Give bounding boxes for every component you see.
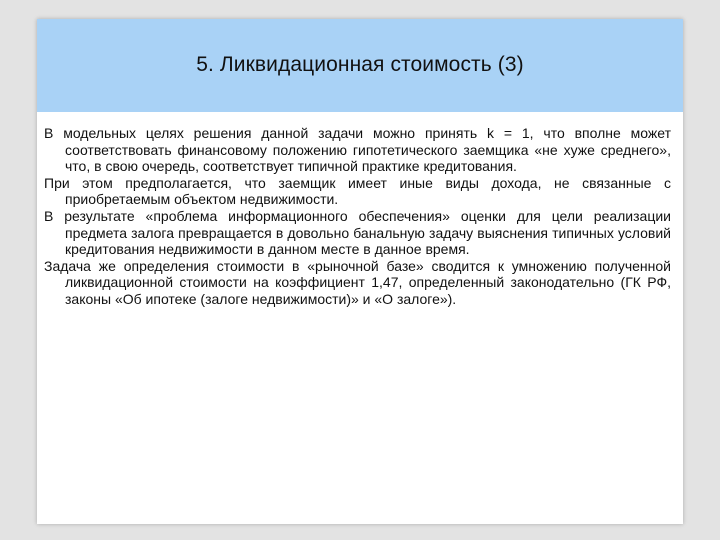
slide-title: 5. Ликвидационная стоимость (3) xyxy=(196,52,524,76)
paragraph-model-assumption: В модельных целях решения данной задачи можно принять k = 1, что вполне может соответствовать финансовому положению гипотетического заемщика «не хуже среднего», что, в свою очередь, соответствует типичной практике кредитования. xyxy=(44,125,671,175)
title-banner xyxy=(37,19,683,112)
presentation-slide xyxy=(37,19,683,524)
paragraph-information-problem: В результате «проблема информационного обеспечения» оценки для цели реализации предмета залога превращается в довольно банальную задачу выяснения типичных условий кредитования недвижимости в данном месте в данное время. xyxy=(44,207,671,258)
paragraph-market-value-coefficient: Задача же определения стоимости в «рыночной базе» сводится к умножению полученной ликвидационной стоимости на коэффициент 1,47, определенный законодательно (ГК РФ, законы «Об ипотеке (залоге недвижимости)» и «О залоге»). xyxy=(44,257,671,307)
slide-body xyxy=(44,125,671,308)
paragraph-other-income: При этом предполагается, что заемщик имеет иные виды дохода, не связанные с приобретаемым объектом недвижимости. xyxy=(44,174,671,208)
